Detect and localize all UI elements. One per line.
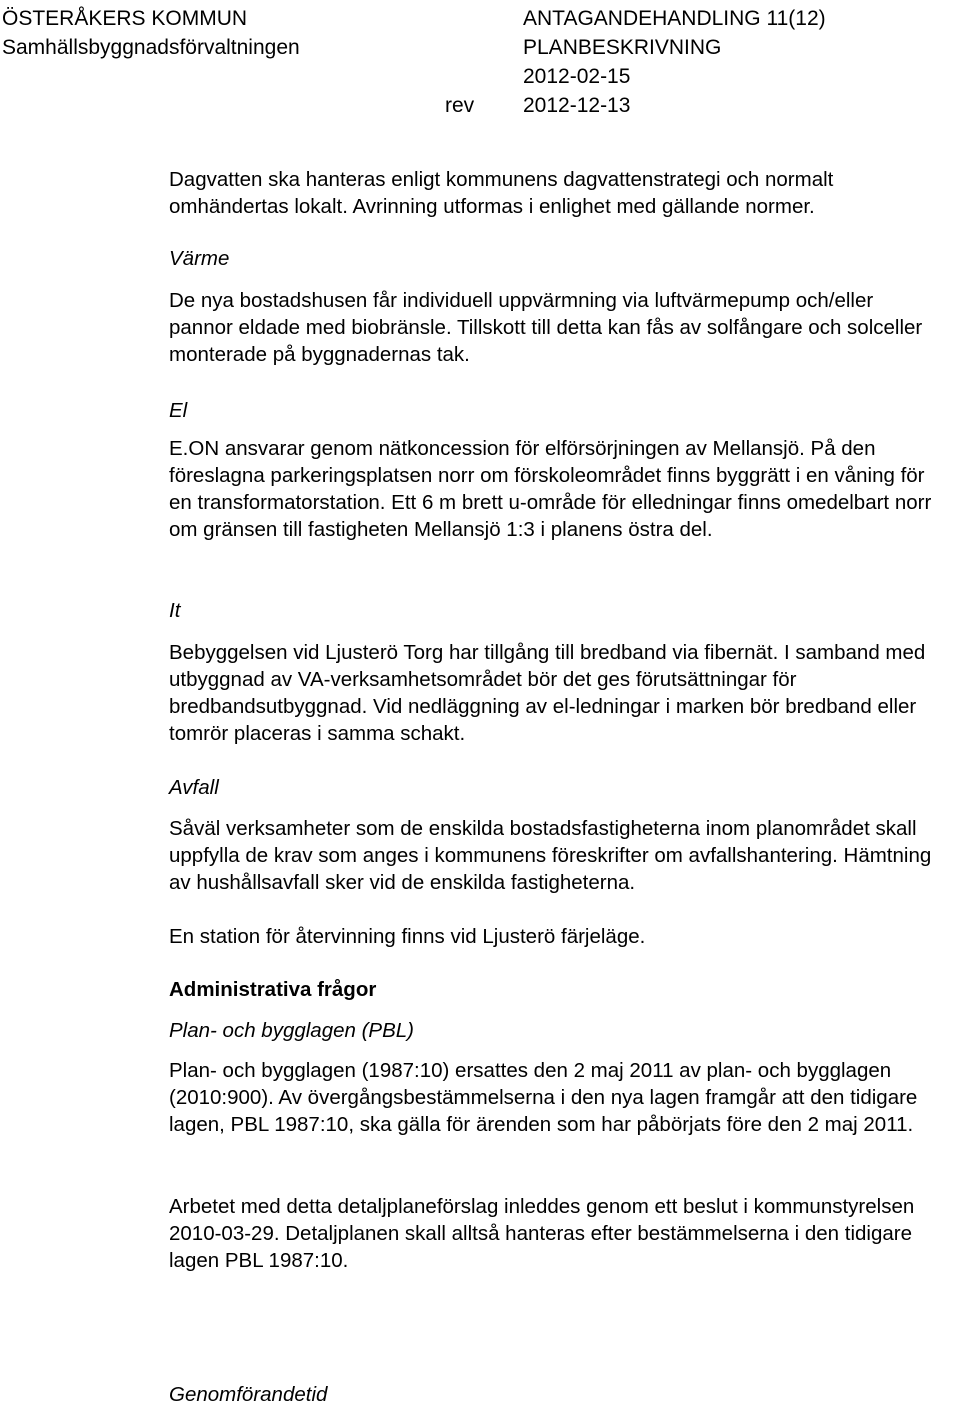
revision-label: rev bbox=[445, 94, 475, 117]
department-name: Samhällsbyggnadsförvaltningen bbox=[2, 36, 300, 59]
avfall-paragraph-2-text: En station för återvinning finns vid Ljusterö färjeläge. bbox=[169, 925, 646, 948]
document-name: PLANBESKRIVNING bbox=[523, 36, 722, 59]
document-type: ANTAGANDEHANDLING 11(12) bbox=[523, 7, 826, 30]
revision-date: 2012-12-13 bbox=[523, 94, 631, 117]
section-heading-administrativa bbox=[169, 976, 376, 1003]
avfall-paragraph-2 bbox=[169, 923, 939, 950]
varme-paragraph-text: De nya bostadshusen får individuell uppvärmning via luftvärmepump och/eller pannor eldade med biobränsle. Tillskott till detta kan fås av solfångare och solceller monterade på byggnadernas tak. bbox=[169, 289, 923, 366]
organization-name: ÖSTERÅKERS KOMMUN bbox=[2, 7, 248, 30]
section-heading-varme bbox=[169, 245, 229, 272]
avfall-paragraph-1 bbox=[169, 815, 939, 896]
genomforandetid-heading-text: Genomförandetid bbox=[169, 1383, 328, 1406]
header-right bbox=[523, 4, 826, 120]
avfall-heading-text: Avfall bbox=[169, 776, 219, 799]
document-body bbox=[169, 166, 939, 220]
varme-paragraph bbox=[169, 287, 939, 368]
it-paragraph bbox=[169, 639, 939, 747]
header-left bbox=[2, 4, 300, 62]
varme-heading-text: Värme bbox=[169, 247, 230, 270]
el-paragraph-text: E.ON ansvarar genom nätkoncession för elförsörjningen av Mellansjö. På den föreslagna parkeringsplatsen norr om förskoleområdet finns byggrätt i en våning för en transformatorstation. Ett 6 m brett u-område för elledningar finns omedelbart norr om gränsen till fastigheten Mellansjö 1:3 i planens östra del. bbox=[169, 437, 932, 541]
pbl-paragraph-1 bbox=[169, 1057, 939, 1138]
it-paragraph-text: Bebyggelsen vid Ljusterö Torg har tillgång till bredband via fibernät. I samband med utbyggnad av VA-verksamhetsområdet bör det ges förutsättningar för bredbandsutbyggnad. Vid nedläggning av el-ledningar i marken bör bredband eller tomrör placeras i samma schakt. bbox=[169, 641, 926, 745]
section-heading-avfall bbox=[169, 774, 219, 801]
pbl-heading-text: Plan- och bygglagen (PBL) bbox=[169, 1019, 415, 1042]
pbl-paragraph-1-text: Plan- och bygglagen (1987:10) ersattes den 2 maj 2011 av plan- och bygglagen (2010:900). Av övergångsbestämmelserna i den nya lagen framgår att den tidigare lagen, PBL 1987:10, ska gälla för ärenden som har påbörjats före den 2 maj 2011. bbox=[169, 1059, 918, 1136]
section-heading-el bbox=[169, 397, 187, 424]
el-paragraph bbox=[169, 435, 939, 543]
pbl-paragraph-2 bbox=[169, 1193, 939, 1274]
subsection-heading-pbl bbox=[169, 1017, 414, 1044]
section-heading-it bbox=[169, 597, 180, 624]
el-heading-text: El bbox=[169, 399, 188, 422]
avfall-paragraph-1-text: Såväl verksamheter som de enskilda bostadsfastigheterna inom planområdet skall uppfylla de krav som anges i kommunens föreskrifter om avfallshantering. Hämtning av hushållsavfall sker vid de enskilda fastigheterna. bbox=[169, 817, 932, 894]
pbl-paragraph-2-text: Arbetet med detta detaljplaneförslag inleddes genom ett beslut i kommunstyrelsen 2010-03-29. Detaljplanen skall alltså hanteras efter bestämmelserna i den tidigare lagen PBL 1987:10. bbox=[169, 1195, 915, 1272]
dagvatten-paragraph: Dagvatten ska hanteras enligt kommunens dagvattenstrategi och normalt omhändertas lokalt. Avrinning utformas i enlighet med gällande normer. bbox=[169, 168, 834, 218]
admin-heading-text: Administrativa frågor bbox=[169, 978, 377, 1001]
it-heading-text: It bbox=[169, 599, 181, 622]
document-date: 2012-02-15 bbox=[523, 65, 631, 88]
